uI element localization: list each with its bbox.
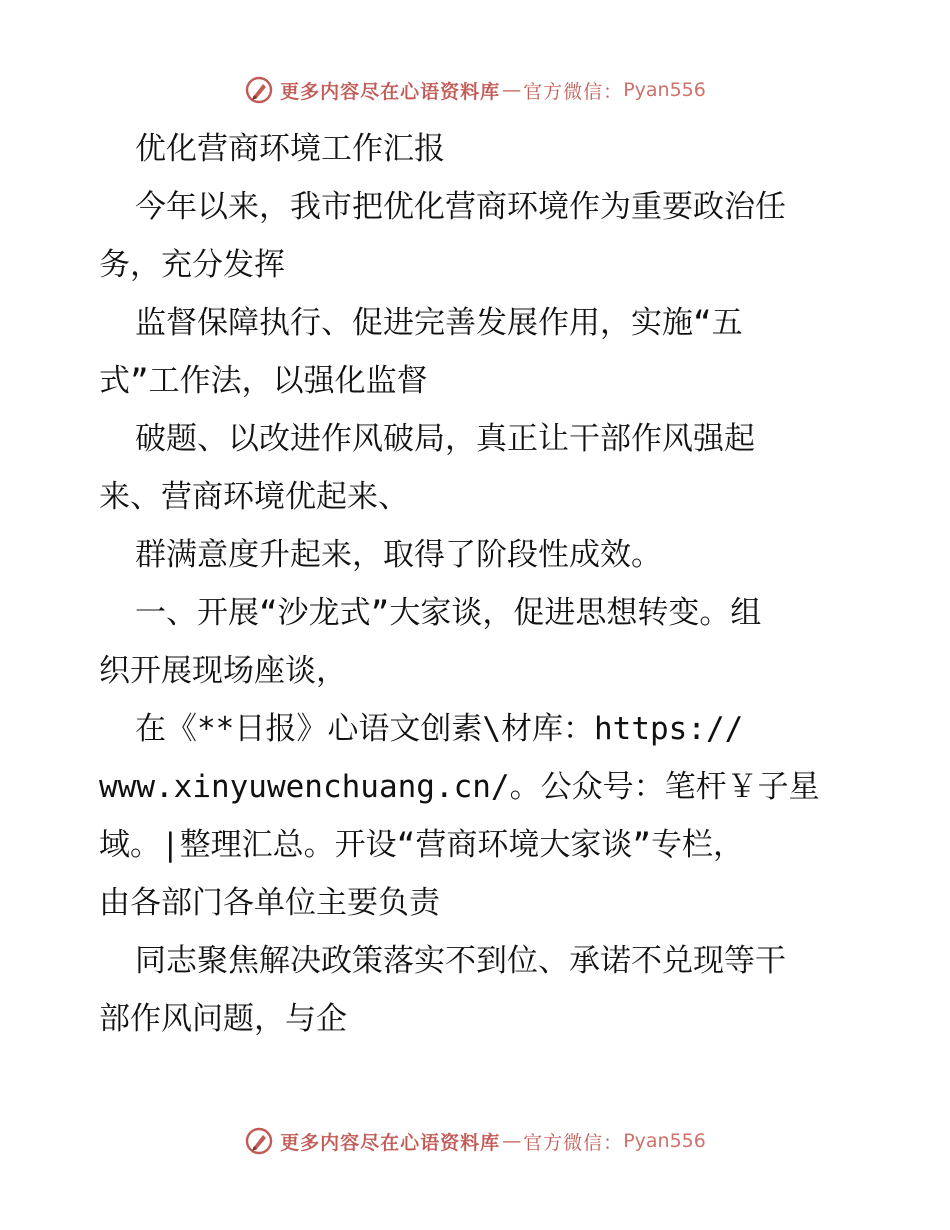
text-line: 织开展现场座谈， (99, 653, 347, 689)
text-line: 部作风问题，与企 (99, 1001, 347, 1037)
header-wechat-id: Pyan556 (623, 79, 706, 101)
pen-logo-icon (244, 75, 274, 105)
text-line: 在《**日报》心语文创素\材库：https:// (135, 711, 744, 747)
header-separator: — (502, 79, 522, 101)
text-line: www.xinyuwenchuang.cn/。公众号：笔杆￥子星 (99, 769, 820, 805)
text-line: 来、营商环境优起来、 (99, 479, 409, 515)
text-line: 务，充分发挥 (99, 247, 285, 283)
footer-wechat-label: 官方微信： (523, 1131, 624, 1154)
footer-wechat-id: Pyan556 (623, 1130, 706, 1152)
text-line: 由各部门各单位主要负责 (99, 885, 440, 921)
footer-brand: 更多内容尽在心语资料库 (280, 1131, 501, 1154)
document-body (99, 120, 859, 1048)
text-line: 一、开展“沙龙式”大家谈，促进思想转变。组 (135, 595, 762, 631)
text-line: 域。|整理汇总。开设“营商环境大家谈”专栏， (99, 827, 744, 863)
text-line: 今年以来，我市把优化营商环境作为重要政治任 (135, 189, 786, 225)
footer-separator: — (502, 1130, 522, 1152)
text-line: 同志聚焦解决政策落实不到位、承诺不兑现等干 (135, 943, 786, 979)
header-brand: 更多内容尽在心语资料库 (280, 80, 501, 103)
text-line: 破题、以改进作风破局，真正让干部作风强起 (135, 421, 755, 457)
text-line: 监督保障执行、促进完善发展作用，实施“五 (135, 305, 743, 341)
header-banner (0, 70, 950, 110)
text-line: 群满意度升起来，取得了阶段性成效。 (135, 537, 662, 573)
document-title: 优化营商环境工作汇报 (135, 131, 445, 167)
header-wechat-label: 官方微信： (523, 80, 624, 103)
pen-logo-icon (244, 1126, 274, 1156)
text-line: 式”工作法，以强化监督 (99, 363, 428, 399)
footer-banner (0, 1121, 950, 1161)
